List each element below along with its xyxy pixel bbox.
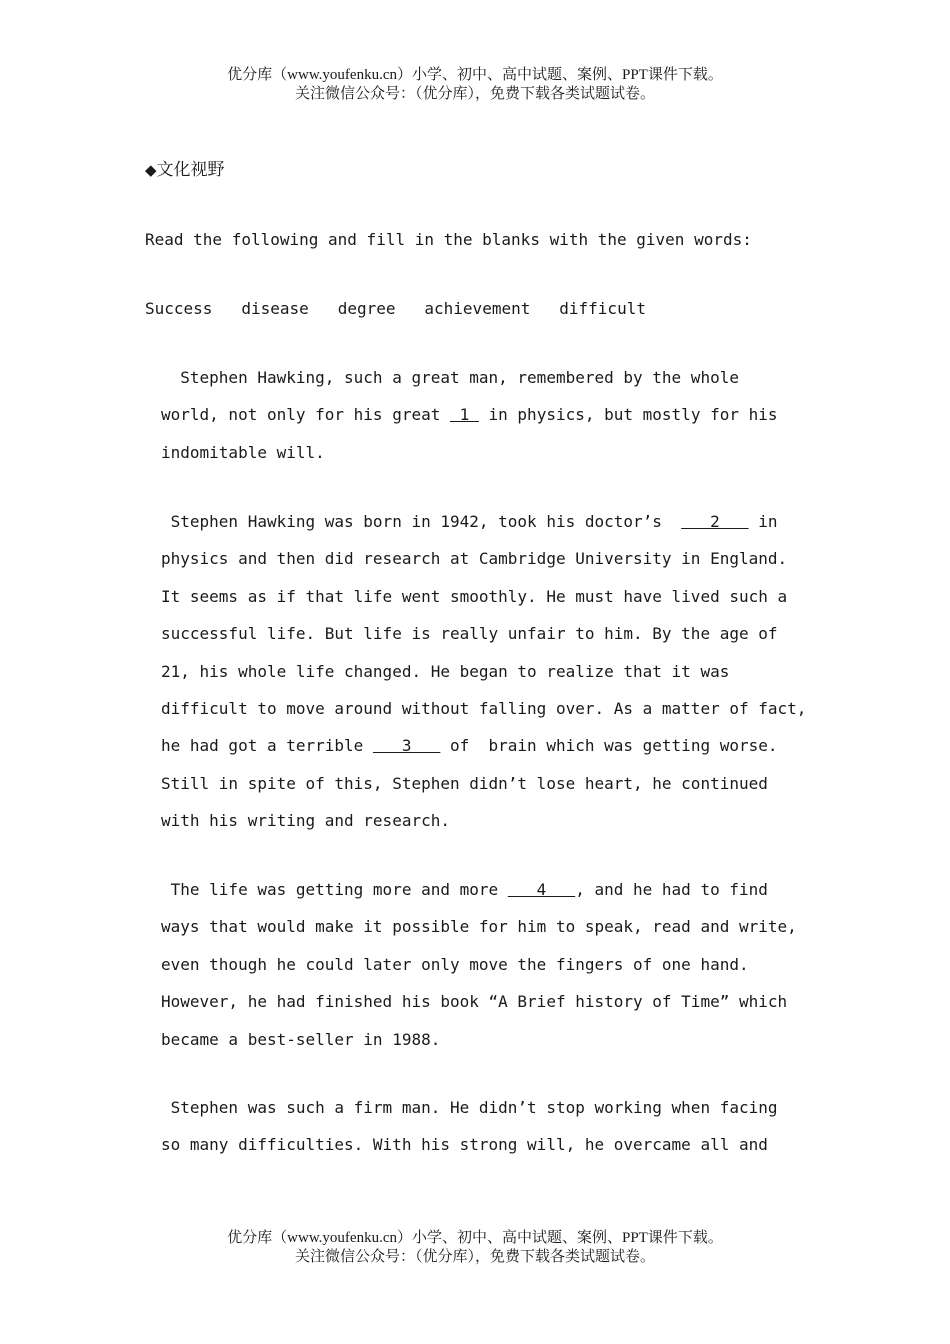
page-footer <box>0 1229 950 1267</box>
blank-1: 1 <box>449 405 479 425</box>
paragraph-line: Stephen Hawking, such a great man, remembered by the whole <box>161 368 739 387</box>
paragraph-line <box>161 403 821 440</box>
blank-2: 2 <box>681 512 749 531</box>
paragraph-line: However, he had finished his book “A Brief history of Time” which <box>161 992 788 1012</box>
paragraph-line: so many difficulties. With his strong will, he overcame all and <box>161 1135 768 1155</box>
line-text: of brain which was getting worse. <box>440 736 778 756</box>
paragraph-1 <box>161 366 821 478</box>
line-text: in <box>748 512 778 531</box>
paragraph-line: became a best-seller in 1988. <box>161 1029 441 1049</box>
word-bank-item: difficult <box>559 299 646 318</box>
paragraph-line: Still in spite of this, Stephen didn’t lose heart, he continued <box>161 773 768 793</box>
line-text: in physics, but mostly for his <box>478 405 778 425</box>
diamond-bullet-icon: ◆ <box>145 161 157 179</box>
word-bank-item: disease <box>241 299 309 318</box>
paragraph-line: It seems as if that life went smoothly. He must have lived such a <box>161 586 788 606</box>
page-header <box>0 66 950 104</box>
section-title <box>145 158 225 182</box>
paragraph-line: successful life. But life is really unfair to him. By the age of <box>161 624 778 644</box>
header-line-1: 优分库（www.youfenku.cn）小学、初中、高中试题、案例、PPT课件下载。 <box>227 67 723 83</box>
paragraph-line: with his writing and research. <box>161 811 450 831</box>
word-bank <box>145 297 646 321</box>
paragraph-line: difficult to move around without falling over. As a matter of fact, <box>161 698 807 718</box>
footer-line-2: 关注微信公众号：（优分库），免费下载各类试题试卷。 <box>294 1249 655 1265</box>
line-text: Stephen Hawking was born in 1942, took his doctor’s <box>161 512 682 531</box>
paragraph-line: even though he could later only move the fingers of one hand. <box>161 954 749 974</box>
paragraph-line: indomitable will. <box>161 442 325 462</box>
paragraph-line <box>161 878 821 915</box>
header-line-2: 关注微信公众号：（优分库），免费下载各类试题试卷。 <box>294 86 655 102</box>
paragraph-2 <box>161 510 821 847</box>
line-text: The life was getting more and more <box>161 880 508 899</box>
line-text: world, not only for his great <box>161 405 450 425</box>
word-bank-item: achievement <box>424 299 531 318</box>
paragraph-3 <box>161 878 821 1065</box>
blank-4: 4 <box>507 880 576 899</box>
paragraph-line: ways that would make it possible for him to speak, read and write, <box>161 917 797 937</box>
line-text: , and he had to find <box>575 880 768 899</box>
section-title-text: 文化视野 <box>156 160 225 180</box>
paragraph-line: Stephen was such a firm man. He didn’t stop working when facing <box>161 1098 778 1117</box>
word-bank-item: Success <box>145 299 213 318</box>
paragraph-line <box>161 734 821 771</box>
footer-line-1: 优分库（www.youfenku.cn）小学、初中、高中试题、案例、PPT课件下载。 <box>227 1230 723 1246</box>
paragraph-line: physics and then did research at Cambridge University in England. <box>161 549 788 569</box>
line-text: he had got a terrible <box>161 736 373 756</box>
instruction-text: Read the following and fill in the blanks with the given words: <box>145 230 752 249</box>
paragraph-line <box>161 510 821 547</box>
word-bank-item: degree <box>337 299 396 318</box>
blank-3: 3 <box>372 736 441 756</box>
paragraph-line: 21, his whole life changed. He began to realize that it was <box>161 661 730 681</box>
paragraph-4 <box>161 1096 821 1171</box>
